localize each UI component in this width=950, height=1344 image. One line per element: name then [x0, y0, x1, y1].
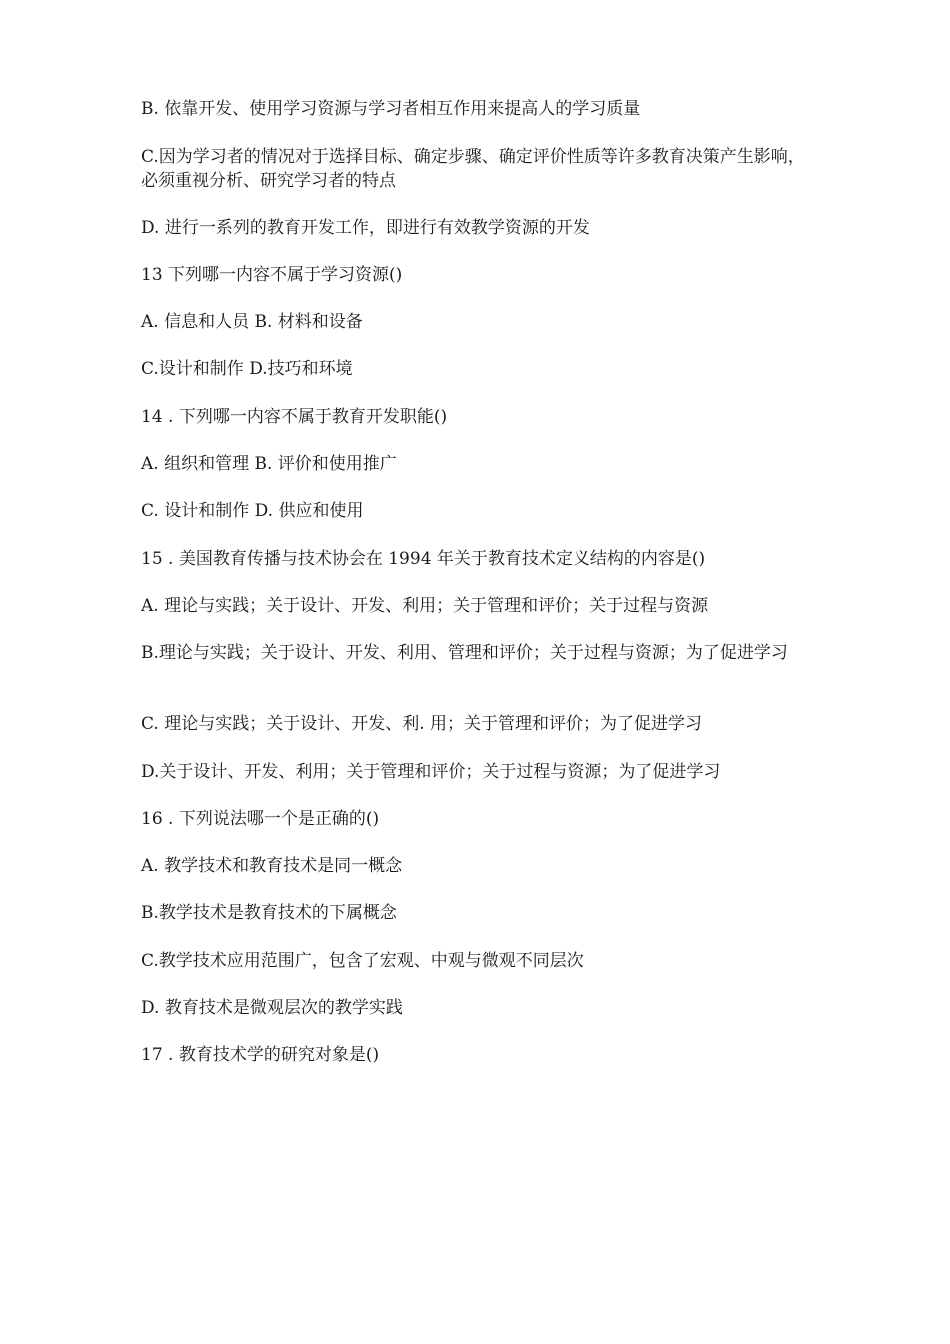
question-16: 16 . 下列说法哪一个是正确的()	[141, 809, 380, 829]
option-c-q16: C.教学技术应用范围广，包含了宏观、中观与微观不同层次	[141, 951, 584, 971]
option-b-q12: B. 依靠开发、使用学习资源与学习者相互作用来提高人的学习质量	[141, 99, 641, 119]
option-d-q16: D. 教育技术是微观层次的教学实践	[141, 998, 403, 1018]
option-c-q12: C.因为学习者的情况对于选择目标、确定步骤、确定评价性质等许多教育决策产生影响，必须重视分析、研究学习者的特点	[141, 147, 805, 191]
option-c-q15: C. 理论与实践；关于设计、开发、利. 用；关于管理和评价；为了促进学习	[141, 714, 703, 734]
option-b-q16: B.教学技术是教育技术的下属概念	[141, 903, 397, 923]
option-d-q15: D.关于设计、开发、利用；关于管理和评价；关于过程与资源；为了促进学习	[141, 762, 721, 782]
option-a-q16: A. 教学技术和教育技术是同一概念	[141, 856, 403, 876]
option-a-q15: A. 理论与实践；关于设计、开发、利用；关于管理和评价；关于过程与资源	[141, 596, 709, 616]
question-14: 14 . 下列哪一内容不属于教育开发职能()	[141, 407, 448, 427]
options-cd-q14: C. 设计和制作 D. 供应和使用	[141, 501, 364, 521]
options-ab-q13: A. 信息和人员 B. 材料和设备	[141, 312, 363, 332]
question-13: 13 下列哪一内容不属于学习资源()	[141, 265, 403, 285]
question-15: 15 . 美国教育传播与技术协会在 1994 年关于教育技术定义结构的内容是()	[141, 549, 706, 569]
option-b-q15: B.理论与实践；关于设计、开发、利用、管理和评价；关于过程与资源；为了促进学习	[141, 643, 788, 663]
options-ab-q14: A. 组织和管理 B. 评价和使用推广	[141, 454, 397, 474]
option-d-q12: D. 进行一系列的教育开发工作，即进行有效教学资源的开发	[141, 218, 590, 238]
question-17: 17 . 教育技术学的研究对象是()	[141, 1045, 380, 1065]
options-cd-q13: C.设计和制作 D.技巧和环境	[141, 359, 353, 379]
